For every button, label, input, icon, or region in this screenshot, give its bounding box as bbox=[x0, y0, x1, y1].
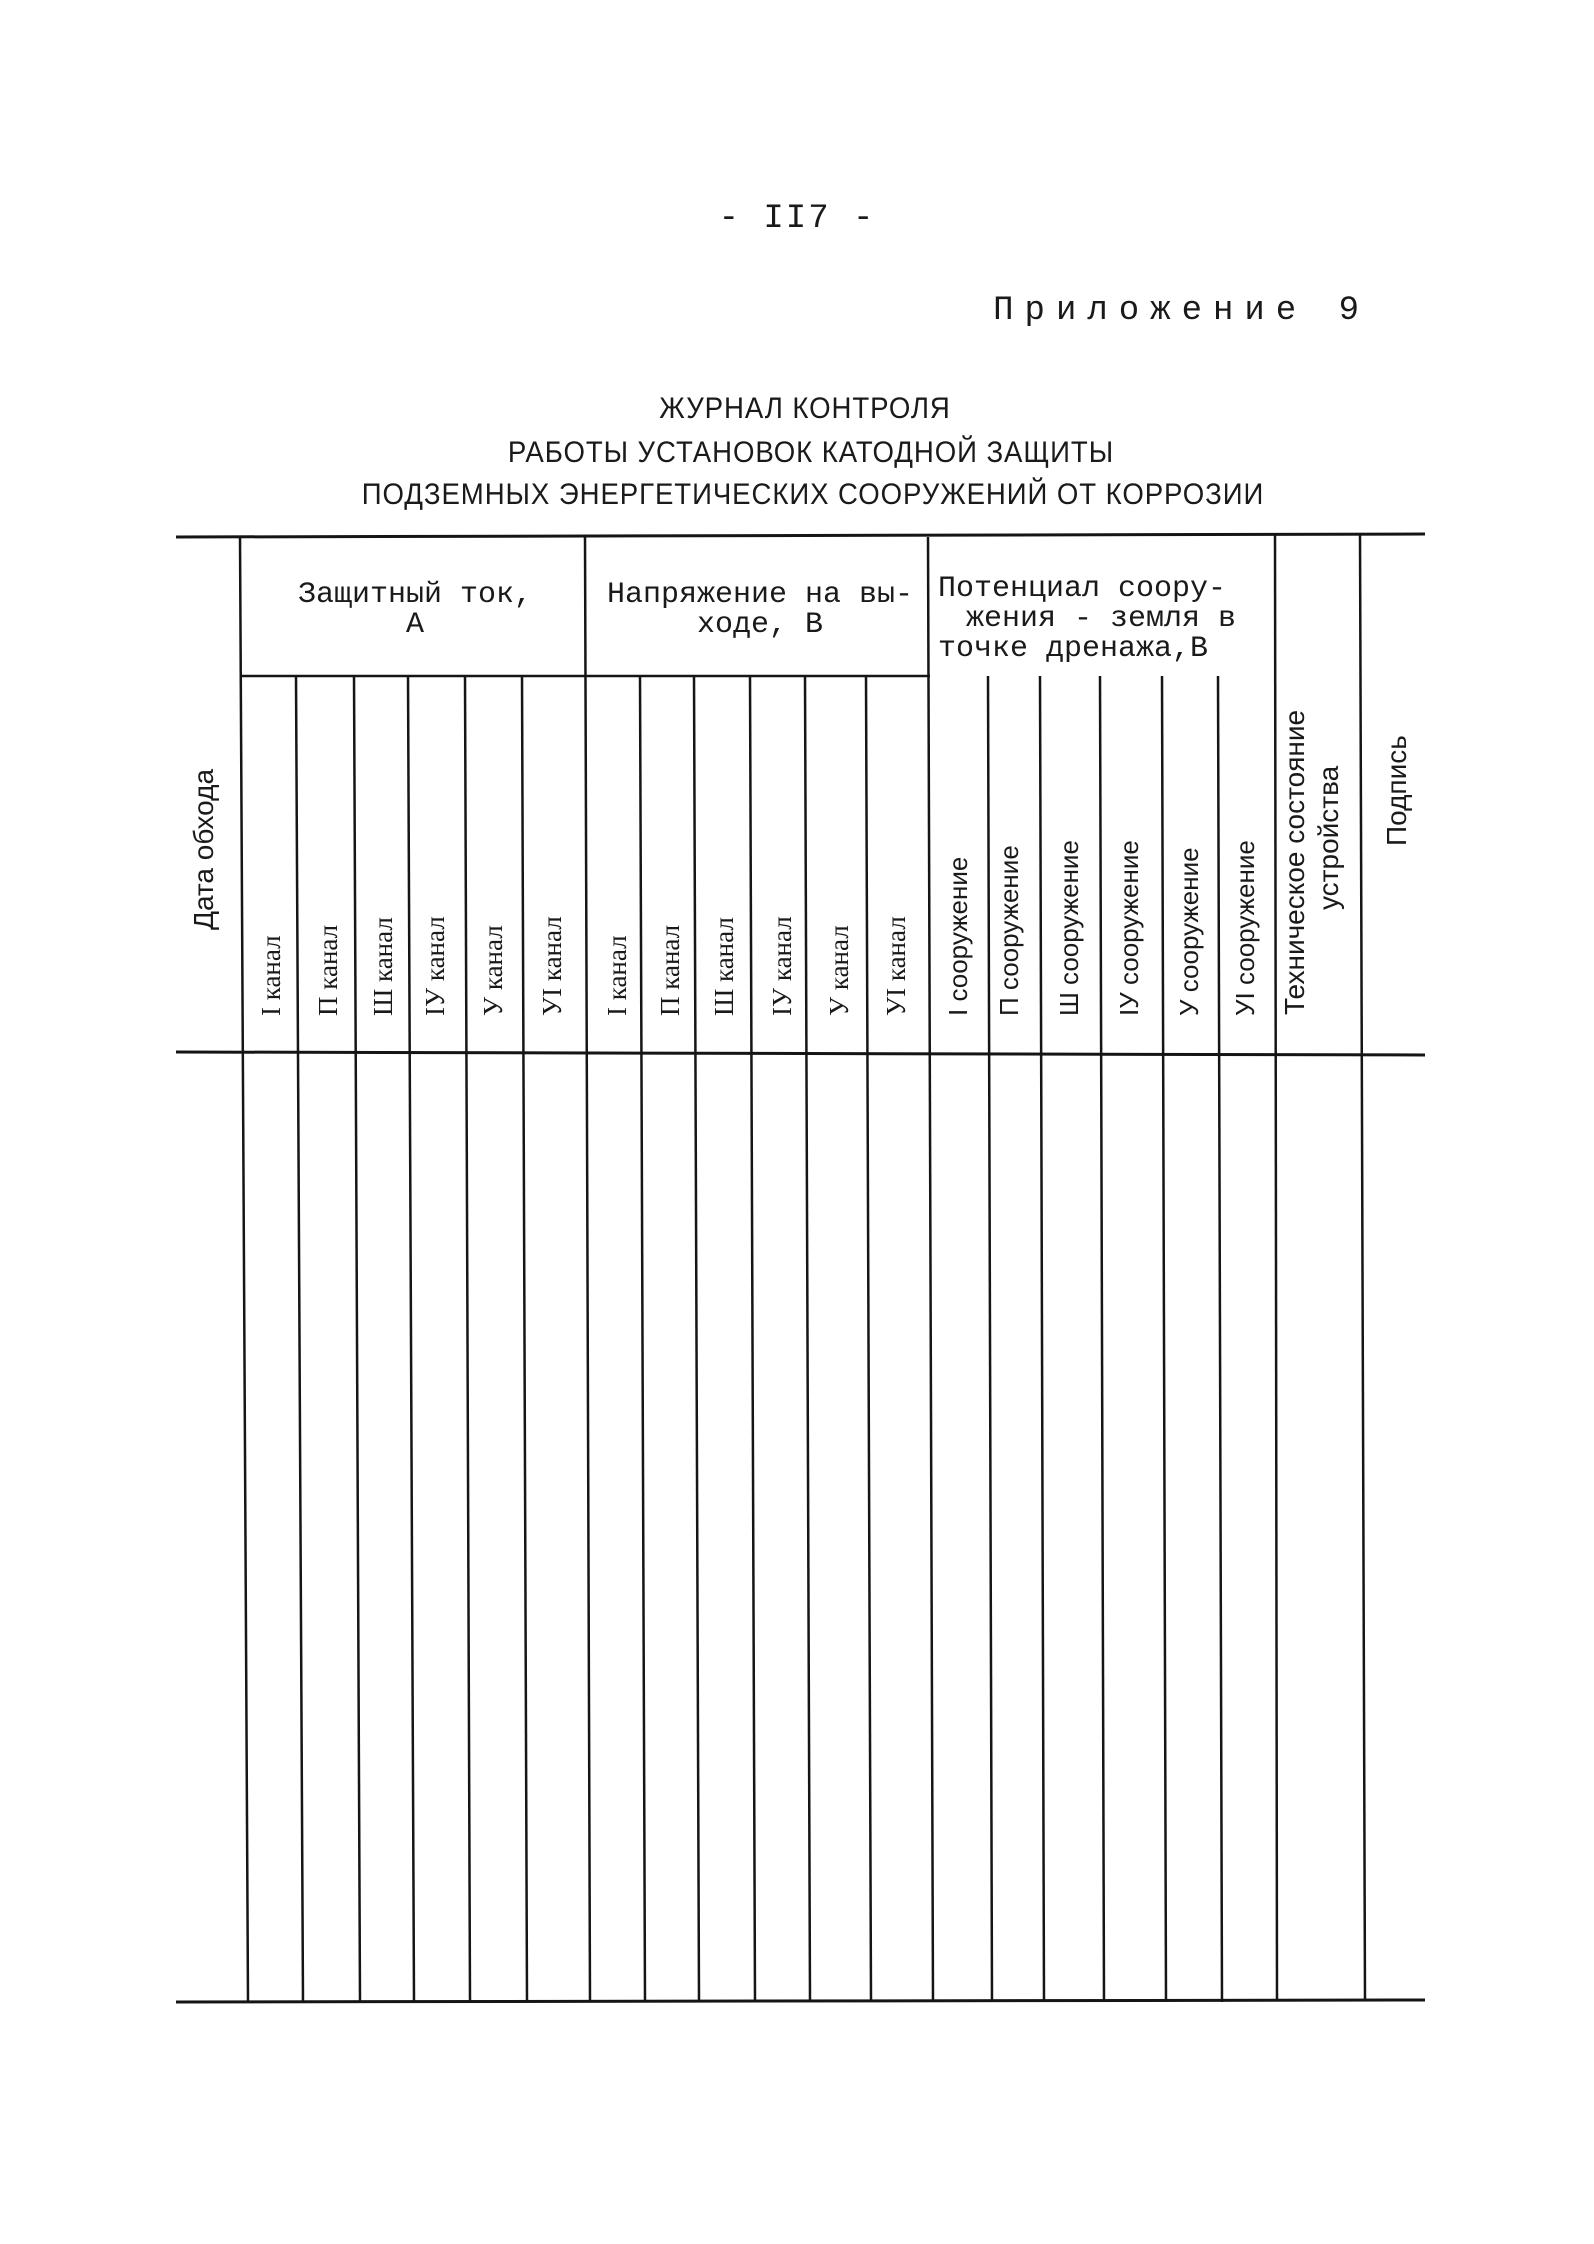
header-bottom-rule bbox=[176, 1052, 1425, 1055]
header-tech-condition-line-1: Техническое состояние bbox=[1279, 709, 1310, 1015]
header-tech-condition-line-2: устройства bbox=[1313, 765, 1344, 910]
group-title-current bbox=[248, 580, 582, 640]
group-title-voltage-line-1: Напряжение на вы- bbox=[606, 578, 914, 612]
header-current-col-1-label: I канал bbox=[256, 935, 286, 1016]
header-voltage-col-4-label: ІУ канал bbox=[767, 916, 797, 1016]
header-current-col-5 bbox=[470, 676, 530, 1036]
header-tech-condition bbox=[1277, 600, 1361, 1020]
header-current-col-5-label: У канал bbox=[478, 925, 508, 1016]
header-date bbox=[176, 676, 236, 1036]
journal-title-line-2: РАБОТЫ УСТАНОВОК КАТОДНОЙ ЗАЩИТЫ bbox=[507, 436, 1115, 469]
header-potential-col-6 bbox=[1220, 676, 1280, 1036]
header-potential-col-3 bbox=[1042, 676, 1102, 1036]
header-potential-col-5 bbox=[1164, 676, 1224, 1036]
table-bottom-rule bbox=[176, 2000, 1425, 2002]
page-number: - II7 - bbox=[718, 200, 876, 238]
header-potential-col-4 bbox=[1102, 676, 1162, 1036]
group-title-potential-line-3: точке дренажа,В bbox=[938, 632, 1209, 666]
group-title-current-line-2: А bbox=[405, 608, 424, 642]
header-voltage-col-6 bbox=[871, 676, 931, 1036]
header-voltage-col-4 bbox=[755, 676, 815, 1036]
header-signature bbox=[1365, 676, 1425, 1036]
group-title-potential bbox=[938, 574, 1278, 664]
header-voltage-col-3-label: Ш канал bbox=[709, 917, 739, 1016]
header-potential-col-2 bbox=[990, 676, 1050, 1036]
header-voltage-col-5 bbox=[810, 676, 870, 1036]
header-voltage-col-2-label: П канал bbox=[655, 924, 685, 1016]
group-title-voltage bbox=[592, 580, 928, 640]
header-potential-col-1 bbox=[933, 676, 993, 1036]
header-current-col-6 bbox=[527, 676, 587, 1036]
header-voltage-col-2 bbox=[645, 676, 705, 1036]
header-voltage-col-3 bbox=[699, 676, 759, 1036]
header-current-col-3-label: Ш канал bbox=[368, 917, 398, 1016]
group-title-current-line-1: Защитный ток, bbox=[297, 578, 533, 612]
header-potential-col-6-label: УІ сооружение bbox=[1230, 840, 1260, 1016]
header-current-col-3 bbox=[362, 676, 422, 1036]
header-signature-label: Подпись bbox=[1381, 735, 1412, 846]
group-title-voltage-line-2: ходе, В bbox=[696, 608, 824, 642]
header-current-col-1 bbox=[248, 676, 308, 1036]
col-line-date bbox=[240, 537, 248, 2002]
group-title-potential-line-1: Потенциал соору- bbox=[938, 572, 1227, 606]
header-voltage-col-1-label: I канал bbox=[602, 935, 632, 1016]
header-voltage-col-1 bbox=[590, 676, 650, 1036]
header-potential-col-2-label: П сооружение bbox=[994, 845, 1024, 1016]
header-current-col-2-label: П канал bbox=[313, 924, 343, 1016]
header-current-col-6-label: УІ канал bbox=[537, 916, 567, 1016]
header-potential-col-3-label: Ш сооружение bbox=[1054, 840, 1084, 1016]
group-title-potential-line-2: жения - земля в bbox=[966, 602, 1237, 636]
header-current-col-2 bbox=[305, 676, 365, 1036]
appendix-label: Приложение 9 bbox=[993, 292, 1370, 330]
header-date-label: Дата обхода bbox=[188, 768, 219, 930]
header-potential-col-4-label: ІУ сооружение bbox=[1114, 840, 1144, 1016]
journal-title-line-3: ПОДЗЕМНЫХ ЭНЕРГЕТИЧЕСКИХ СООРУЖЕНИЙ ОТ КОРРОЗИИ bbox=[361, 478, 1265, 511]
header-potential-col-5-label: У сооружение bbox=[1174, 847, 1204, 1016]
header-current-col-4 bbox=[414, 676, 474, 1036]
header-voltage-col-6-label: УІ канал bbox=[881, 916, 911, 1016]
journal-title-line-1: ЖУРНАЛ КОНТРОЛЯ bbox=[659, 392, 951, 425]
table-top-rule bbox=[176, 534, 1425, 537]
header-current-col-4-label: ІУ канал bbox=[420, 916, 450, 1016]
header-voltage-col-5-label: У канал bbox=[824, 925, 854, 1016]
header-potential-col-1-label: I сооружение bbox=[943, 856, 973, 1016]
